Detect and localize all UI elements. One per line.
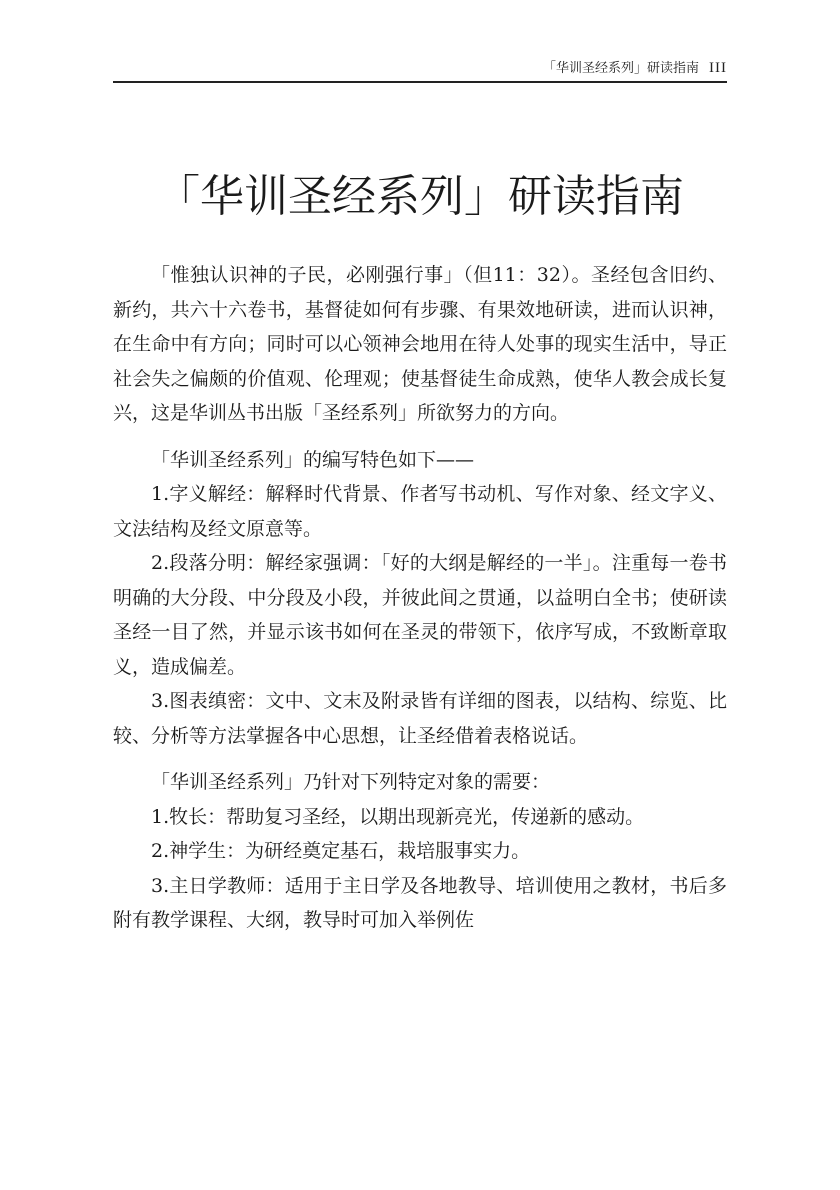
intro-paragraph: 「惟独认识神的子民，必刚强行事」（但11：32）。圣经包含旧约、新约，共六十六卷书，基督徒如何有步骤、有果效地研读，进而认识神，在生命中有方向；同时可以心领神会地用在待人处事的现实生活中，导正社会失之偏颇的价值观、伦理观；使基督徒生命成熟，使华人教会成长复兴，这是华训丛书出版「圣经系列」所欲努力的方向。 bbox=[113, 264, 727, 424]
running-header bbox=[113, 55, 727, 83]
audience-item-3: 3.主日学教师：适用于主日学及各地教导、培训使用之教材，书后多附有教学课程、大纲，教导时可加入举例佐 bbox=[113, 874, 727, 931]
feature-item-3: 3.图表缜密：文中、文末及附录皆有详细的图表，以结构、综览、比较、分析等方法掌握各中心思想，让圣经借着表格说话。 bbox=[113, 690, 727, 747]
audience-heading: 「华训圣经系列」乃针对下列特定对象的需要： bbox=[151, 771, 551, 793]
feature-item-2: 2.段落分明：解经家强调：「好的大纲是解经的一半」。注重每一卷书明确的大分段、中分段及小段，并彼此间之贯通，以益明白全书；使研读圣经一目了然，并显示该书如何在圣灵的带领下，依序写成，不致断章取义，造成偏差。 bbox=[113, 552, 727, 678]
running-header-title: 「华训圣经系列」研读指南 bbox=[542, 61, 699, 76]
body-text bbox=[113, 258, 727, 938]
page-title: 「华训圣经系列」研读指南 bbox=[156, 171, 684, 222]
feature-item-1: 1.字义解经：解释时代背景、作者写书动机、写作对象、经文字义、文法结构及经文原意等。 bbox=[113, 483, 727, 540]
features-heading: 「华训圣经系列」的编写特色如下—— bbox=[151, 448, 475, 471]
page-number: III bbox=[709, 60, 727, 76]
audience-item-2: 2.神学生：为研经奠定基石，栽培服事实力。 bbox=[151, 840, 531, 862]
audience-item-1: 1.牧长：帮助复习圣经，以期出现新亮光，传递新的感动。 bbox=[151, 805, 645, 828]
